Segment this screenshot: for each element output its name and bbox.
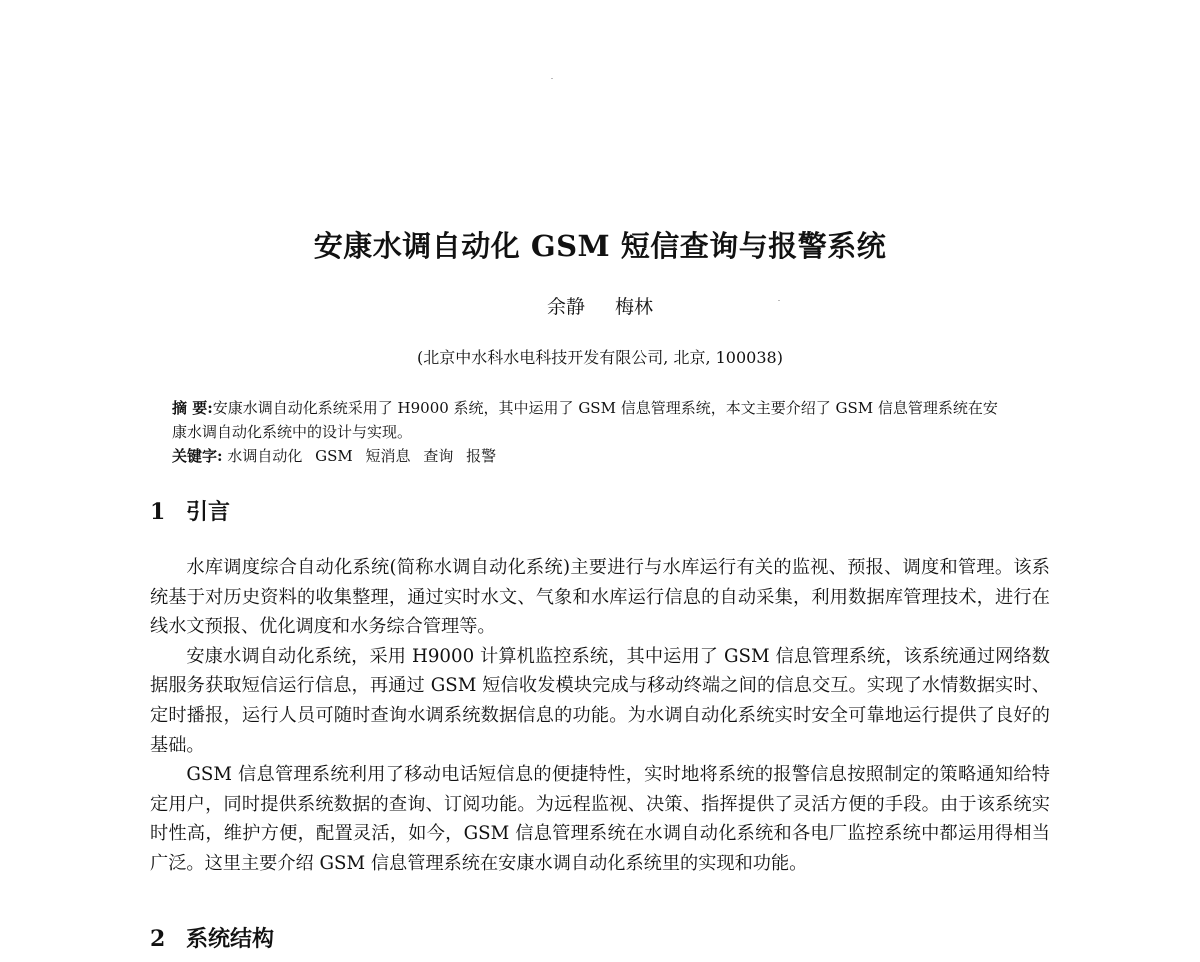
keyword: 查询: [423, 447, 454, 465]
keyword: 报警: [466, 447, 497, 465]
section-number: 2: [150, 926, 166, 952]
section-number: 1: [150, 499, 166, 525]
scan-speck: [551, 78, 553, 79]
section-title: 系统结构: [186, 926, 275, 952]
affiliation: (北京中水科水电科技开发有限公司, 北京, 100038): [417, 348, 783, 367]
paper-title: 安康水调自动化 GSM 短信查询与报警系统: [313, 229, 887, 263]
section-heading-system-structure: [150, 922, 274, 953]
section-title: 引言: [186, 499, 231, 525]
author-name: 梅林: [615, 296, 654, 318]
abstract-text: 安康水调自动化系统采用了 H9000 系统，其中运用了 GSM 信息管理系统，本文主要介绍了 GSM 信息管理系统在安康水调自动化系统中的设计与实现。: [172, 399, 998, 441]
keywords: [172, 444, 1002, 468]
section-body-introduction: [150, 553, 1050, 879]
body-paragraph: 水库调度综合自动化系统(简称水调自动化系统)主要进行与水库运行有关的监视、预报、调度和管理。该系统基于对历史资料的收集整理，通过实时水文、气象和水库运行信息的自动采集，利用数据库管理技术，进行在线水文预报、优化调度和水务综合管理等。: [150, 557, 1050, 638]
body-paragraph: 安康水调自动化系统，采用 H9000 计算机监控系统，其中运用了 GSM 信息管理系统，该系统通过网络数据服务获取短信运行信息，再通过 GSM 短信收发模块完成与移动终端之间的信息交互。实现了水情数据实时、定时播报，运行人员可随时查询水调系统数据信息的功能。为水调自动化系统实时安全可靠地运行提供了良好的基础。: [150, 645, 1050, 756]
keyword: GSM: [315, 447, 353, 465]
author-list: [0, 292, 1200, 319]
abstract-label: 摘 要:: [172, 399, 213, 417]
section-heading-introduction: [150, 495, 230, 526]
keyword: 短消息: [365, 447, 411, 465]
body-paragraph: GSM 信息管理系统利用了移动电话短信息的便捷特性，实时地将系统的报警信息按照制定的策略通知给特定用户，同时提供系统数据的查询、订阅功能。为远程监视、决策、指挥提供了灵活方便的手段。由于该系统实时性高，维护方便，配置灵活，如今，GSM 信息管理系统在水调自动化系统和各电厂监控系统中都运用得相当广泛。这里主要介绍 GSM 信息管理系统在安康水调自动化系统里的实现和功能。: [150, 764, 1050, 874]
abstract: [172, 396, 1002, 444]
author-name: 余静: [546, 296, 585, 318]
keywords-label: 关键字:: [172, 447, 223, 465]
keyword: 水调自动化: [227, 447, 303, 465]
